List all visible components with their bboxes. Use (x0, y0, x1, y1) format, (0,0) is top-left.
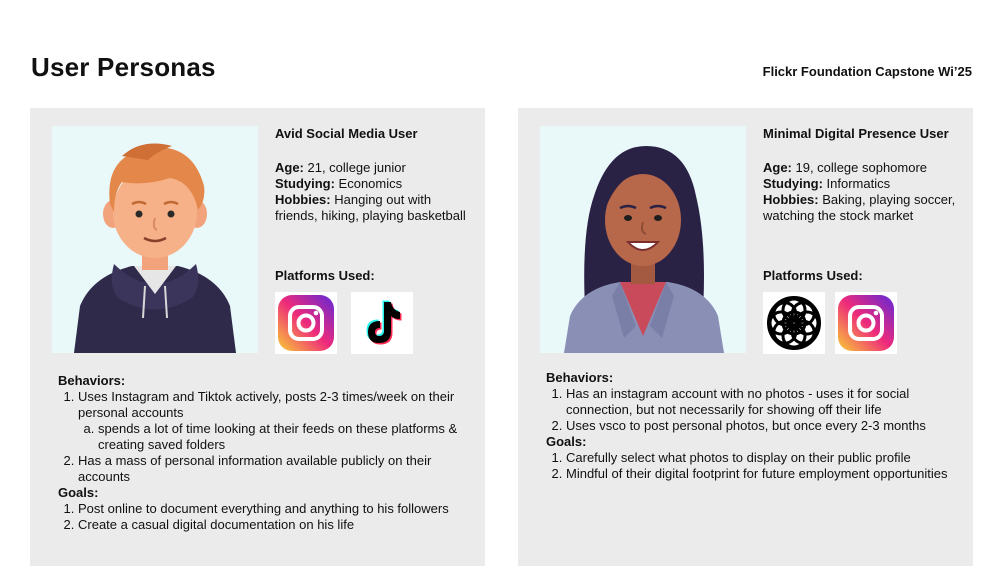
list-item: 2. Mindful of their digital footprint for future employment opportunities (566, 466, 956, 482)
list-item: 1. Carefully select what photos to display on their public profile (566, 450, 956, 466)
list-item: 1. Post online to document everything and anything to his followers (78, 501, 468, 517)
behaviors-heading: Behaviors: (546, 370, 614, 385)
behaviors-heading: Behaviors: (58, 373, 126, 388)
list-item: a. spends a lot of time looking at their feeds on these platforms & creating saved folders (98, 421, 468, 453)
persona-studying: Studying: Economics (275, 176, 403, 191)
persona-name: Avid Social Media User (275, 126, 418, 141)
list-item: 1. Uses Instagram and Tiktok actively, posts 2-3 times/week on their personal accounts a. spends a lot of time looking at their feeds on these platforms & creating saved folders (78, 389, 468, 453)
persona-age: Age: 19, college sophomore (763, 160, 928, 175)
platforms-used-label: Platforms Used: (275, 268, 375, 283)
persona-studying: Studying: Informatics (763, 176, 891, 191)
goals-list (546, 450, 956, 482)
goals-heading: Goals: (58, 485, 99, 500)
persona-hobbies: Hobbies: Baking, playing soccer, watching the stock market (763, 192, 956, 223)
page-subtitle: Flickr Foundation Capstone Wi’25 (762, 64, 972, 79)
persona-card-avid (30, 108, 485, 566)
vsco-icon (763, 292, 825, 354)
persona-details (58, 373, 468, 533)
persona-info (763, 126, 963, 224)
goals-heading: Goals: (546, 434, 587, 449)
platforms-used-label: Platforms Used: (763, 268, 863, 283)
persona-avatar-male (52, 126, 258, 353)
tiktok-icon (351, 292, 413, 354)
list-item: 2. Create a casual digital documentation on his life (78, 517, 468, 533)
persona-info (275, 126, 475, 224)
page-title: User Personas (31, 52, 216, 82)
instagram-icon (275, 292, 337, 354)
persona-name: Minimal Digital Presence User (763, 126, 949, 141)
male-avatar-illustration (52, 126, 258, 353)
behaviors-list (546, 386, 956, 434)
list-item: 1. Has an instagram account with no photos - uses it for social connection, but not necessarily for showing off their life (566, 386, 956, 418)
instagram-icon (835, 292, 897, 354)
persona-details (546, 370, 956, 482)
behaviors-sublist (78, 421, 468, 453)
list-item: 2. Uses vsco to post personal photos, but once every 2-3 months (566, 418, 956, 434)
persona-avatar-female (540, 126, 746, 353)
female-avatar-illustration (540, 126, 746, 353)
persona-hobbies: Hobbies: Hanging out with friends, hiking, playing basketball (275, 192, 466, 223)
goals-list (58, 501, 468, 533)
persona-card-minimal (518, 108, 973, 566)
persona-age: Age: 21, college junior (275, 160, 406, 175)
list-item: 2. Has a mass of personal information available publicly on their accounts (78, 453, 468, 485)
behaviors-list (58, 389, 468, 485)
